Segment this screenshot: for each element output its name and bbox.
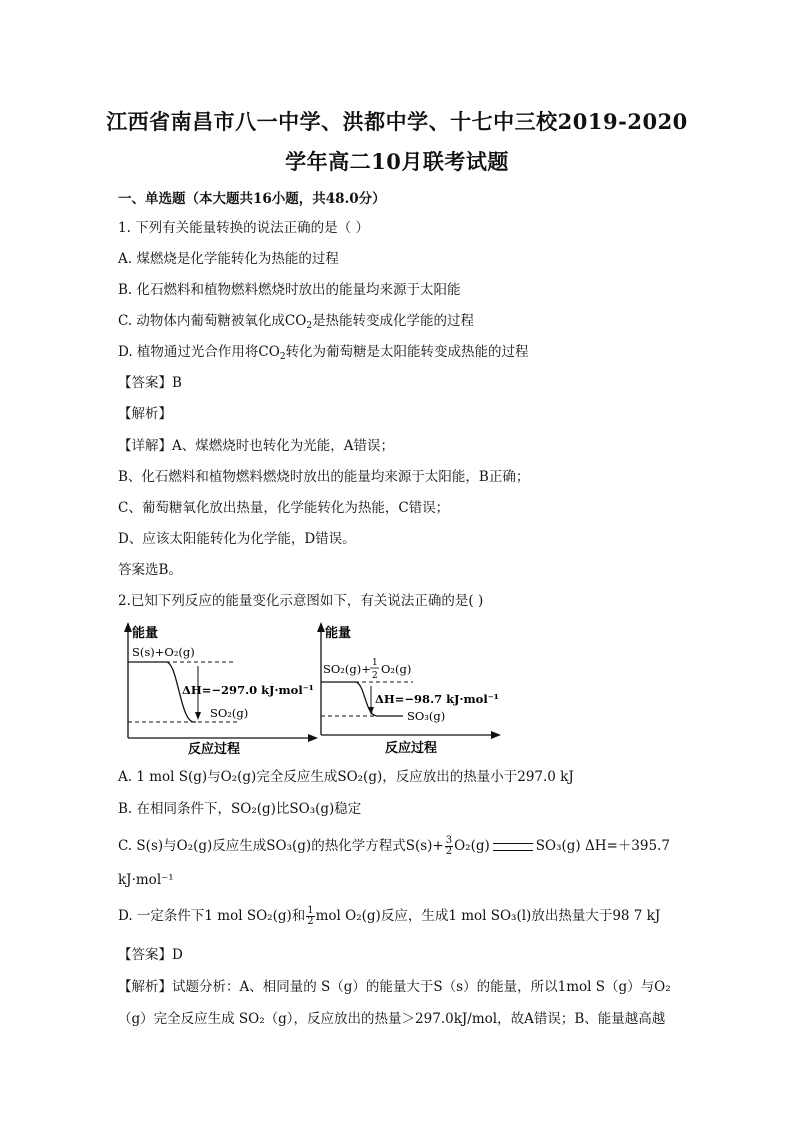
q1-conclusion: 答案选B。 bbox=[118, 562, 182, 578]
q2-option-c-unit: kJ·mol⁻¹ bbox=[118, 872, 174, 888]
q2-option-d-num: 1 bbox=[307, 905, 314, 916]
left-x-label: 反应过程 bbox=[188, 742, 241, 757]
left-product-label: SO₂(g) bbox=[210, 706, 249, 720]
energy-diagram-left bbox=[118, 620, 323, 758]
right-x-label: 反应过程 bbox=[385, 741, 438, 756]
q2-option-a: A. 1 mol S(g)与O₂(g)完全反应生成SO₂(g)，反应放出的热量小于297.0 kJ bbox=[118, 769, 574, 785]
right-x-arrow bbox=[491, 731, 501, 739]
q1-option-a: A. 煤燃烧是化学能转化为热能的过程 bbox=[118, 251, 339, 267]
q2-stem: 2.已知下列反应的能量变化示意图如下，有关说法正确的是( ) bbox=[118, 593, 484, 609]
right-product-label: SO₃(g) bbox=[407, 709, 446, 723]
q1-detail-4: D、应该太阳能转化为化学能，D错误。 bbox=[118, 531, 356, 547]
document-title-line1: 江西省南昌市八一中学、洪都中学、十七中三校2019-2020 bbox=[106, 109, 688, 134]
q2-option-c-rest: SO₃(g) ΔH=＋395.7 bbox=[535, 838, 670, 854]
q1-detail-2: B、化石燃料和植物燃料燃烧时放出的能量均来源于太阳能，B正确； bbox=[118, 469, 530, 485]
right-reactant-label-a: SO₂(g)+ bbox=[323, 662, 371, 676]
q2-analysis-2: （g）完全反应生成 SO₂（g），反应放出的热量＞297.0kJ/mol，故A错误；B、能量越高越 bbox=[118, 1011, 666, 1027]
q1-option-d-rest: 转化为葡萄糖是太阳能转变成热能的过程 bbox=[285, 344, 529, 360]
q1-option-d-sub: 2 bbox=[279, 352, 286, 362]
q1-detail-3: C、葡萄糖氧化放出热量，化学能转化为热能，C错误； bbox=[118, 500, 450, 516]
equation-arrow bbox=[493, 843, 533, 851]
right-reactant-num: 1 bbox=[372, 658, 378, 668]
right-delta-h: ΔH=−98.7 kJ·mol⁻¹ bbox=[375, 692, 499, 706]
q2-option-c-den: 2 bbox=[445, 846, 453, 857]
document-title-line2: 学年高二10月联考试题 bbox=[285, 149, 509, 174]
q1-option-c-rest: 是热能转变成化学能的过程 bbox=[312, 313, 475, 329]
q1-option-d bbox=[118, 343, 529, 366]
left-delta-arrowhead bbox=[195, 712, 201, 720]
q1-detail-1: 【详解】A、煤燃烧时也转化为光能，A错误； bbox=[118, 438, 394, 454]
q2-option-c-num: 3 bbox=[445, 835, 453, 846]
q2-option-d-text: D. 一定条件下1 mol SO₂(g)和 bbox=[118, 908, 306, 924]
right-reactant-label-b: O₂(g) bbox=[381, 662, 412, 676]
q1-option-c-text: C. 动物体内葡萄糖被氧化成CO bbox=[118, 313, 307, 329]
q2-option-d-fraction bbox=[306, 906, 314, 927]
q1-option-b: B. 化石燃料和植物燃料燃烧时放出的能量均来源于太阳能 bbox=[118, 282, 461, 298]
right-reactant-den: 2 bbox=[372, 671, 378, 681]
q2-option-c bbox=[118, 834, 670, 858]
q2-option-d bbox=[118, 904, 660, 928]
q2-answer: 【答案】D bbox=[118, 947, 183, 963]
right-y-arrow bbox=[317, 622, 325, 632]
energy-diagram-right bbox=[313, 620, 513, 758]
q2-option-c-mid: O₂(g) bbox=[454, 838, 490, 854]
q2-option-c-fraction bbox=[445, 836, 453, 857]
q1-option-c-sub: 2 bbox=[306, 321, 313, 331]
q2-option-d-rest: mol O₂(g)反应，生成1 mol SO₃(l)放出热量大于98 7 kJ bbox=[315, 908, 661, 924]
q1-stem: 1. 下列有关能量转换的说法正确的是（ ） bbox=[118, 220, 369, 236]
left-y-arrow bbox=[124, 622, 132, 632]
q1-analysis-label: 【解析】 bbox=[118, 406, 172, 422]
q1-answer: 【答案】B bbox=[118, 375, 182, 391]
section-heading: 一、单选题（本大题共16小题，共48.0分） bbox=[118, 191, 386, 207]
q2-option-b: B. 在相同条件下，SO₂(g)比SO₃(g)稳定 bbox=[118, 801, 362, 817]
q1-option-d-text: D. 植物通过光合作用将CO bbox=[118, 344, 280, 360]
right-y-label: 能量 bbox=[325, 626, 352, 641]
q2-analysis-1: 【解析】试题分析：A、相同量的 S（g）的能量大于S（s）的能量，所以1mol S（g）与O₂ bbox=[118, 979, 671, 995]
q1-option-c bbox=[118, 312, 474, 335]
q2-option-d-den: 2 bbox=[307, 916, 314, 927]
left-reactant-label: S(s)+O₂(g) bbox=[132, 645, 195, 659]
left-delta-h: ΔH=−297.0 kJ·mol⁻¹ bbox=[182, 683, 314, 697]
left-y-label: 能量 bbox=[132, 626, 159, 641]
q2-option-c-text: C. S(s)与O₂(g)反应生成SO₃(g)的热化学方程式S(s)+ bbox=[118, 838, 444, 854]
